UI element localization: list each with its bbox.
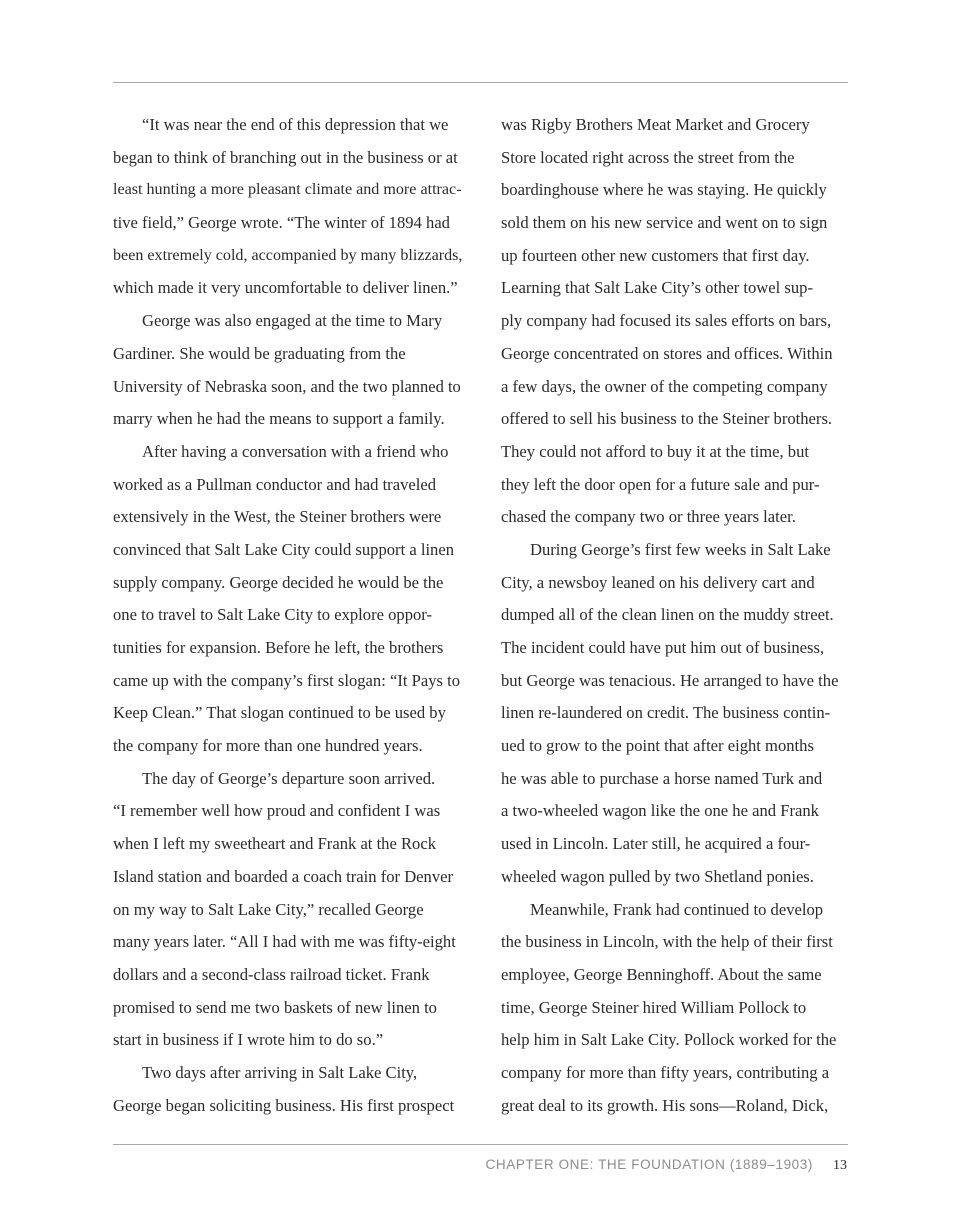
text-line: tive field,” George wrote. “The winter of 1894 had (113, 213, 450, 233)
text-line: been extremely cold, accompanied by many blizzards, (113, 246, 463, 264)
text-line: the company for more than one hundred years. (113, 736, 423, 756)
text-line: linen re-laundered on credit. The business contin- (501, 703, 831, 723)
text-line: was Rigby Brothers Meat Market and Grocery (501, 115, 810, 134)
text-line: ued to grow to the point that after eight months (501, 736, 814, 756)
text-line: a two-wheeled wagon like the one he and Frank (501, 801, 819, 821)
text-line: Meanwhile, Frank had continued to develop (530, 899, 824, 919)
text-line: They could not afford to buy it at the time, but (501, 441, 809, 461)
left-column (113, 109, 462, 1122)
text-line: when I left my sweetheart and Frank at the Rock (113, 834, 437, 854)
text-line: Two days after arriving in Salt Lake City, (142, 1062, 418, 1082)
text-line: convinced that Salt Lake City could support a linen (113, 539, 455, 559)
text-line: wheeled wagon pulled by two Shetland ponies. (501, 866, 814, 886)
text-line: dollars and a second-class railroad ticket. Frank (113, 964, 430, 984)
text-line: help him in Salt Lake City. Pollock worked for the (501, 1030, 837, 1050)
text-line: After having a conversation with a friend who (142, 441, 449, 461)
text-line: least hunting a more pleasant climate and more attrac- (113, 181, 462, 199)
text-line: used in Lincoln. Later still, he acquired a four- (501, 834, 811, 854)
text-line: one to travel to Salt Lake City to explore oppor- (113, 605, 433, 625)
text-line: Island station and boarded a coach train for Denver (113, 866, 454, 886)
right-column (501, 109, 850, 1122)
text-line: employee, George Benninghoff. About the same (501, 964, 822, 984)
text-line: George began soliciting business. His first prospect (113, 1095, 455, 1115)
text-line: The incident could have put him out of business, (501, 638, 825, 657)
text-line: the business in Lincoln, with the help of their first (501, 932, 833, 952)
text-line: worked as a Pullman conductor and had traveled (113, 474, 437, 494)
text-line: came up with the company’s first slogan: “It Pays to (113, 670, 461, 690)
text-line: Keep Clean.” That slogan continued to be used by (113, 703, 446, 723)
text-line: University of Nebraska soon, and the two planned to (113, 376, 461, 396)
text-line: promised to send me two baskets of new linen to (113, 997, 437, 1017)
text-line: Store located right across the street from the (501, 147, 795, 167)
text-line: dumped all of the clean linen on the muddy street. (501, 605, 834, 625)
text-line: extensively in the West, the Steiner brothers were (113, 507, 442, 527)
text-line: start in business if I wrote him to do so.” (113, 1030, 384, 1050)
footer-rule (113, 1144, 848, 1145)
page-number: 13 (833, 1158, 847, 1173)
chapter-title: CHAPTER ONE: THE FOUNDATION (1889–1903) (485, 1157, 813, 1172)
text-line: a few days, the owner of the competing company (501, 376, 828, 396)
text-line: offered to sell his business to the Steiner brothers. (501, 409, 833, 429)
text-line: marry when he had the means to support a family. (113, 409, 445, 429)
text-line: but George was tenacious. He arranged to have the (501, 670, 839, 690)
text-line: Gardiner. She would be graduating from the (113, 343, 406, 363)
running-footer (486, 1156, 847, 1174)
text-line: great deal to its growth. His sons—Roland, Dick, (501, 1095, 829, 1115)
text-line: on my way to Salt Lake City,” recalled George (113, 899, 424, 919)
text-line: company for more than fifty years, contributing a (501, 1062, 830, 1082)
text-line: “It was near the end of this depression that we (142, 115, 449, 134)
text-line: sold them on his new service and went on to sign (501, 213, 828, 233)
text-line: boardinghouse where he was staying. He quickly (501, 180, 827, 200)
text-line: up fourteen other new customers that first day. (501, 245, 810, 265)
text-line: they left the door open for a future sale and pur- (501, 474, 820, 494)
text-line: many years later. “All I had with me was fifty-eight (113, 932, 456, 952)
text-line: chased the company two or three years later. (501, 507, 796, 527)
text-line: ply company had focused its sales efforts on bars, (501, 311, 832, 331)
text-line: which made it very uncomfortable to deliver linen.” (113, 278, 458, 298)
text-line: Learning that Salt Lake City’s other towel sup- (501, 278, 813, 298)
text-line: “I remember well how proud and confident I was (113, 801, 441, 821)
text-line: began to think of branching out in the business or at (113, 147, 458, 167)
header-rule (113, 82, 848, 83)
text-line: The day of George’s departure soon arrived. (142, 768, 436, 788)
text-line: George concentrated on stores and offices. Within (501, 343, 833, 363)
text-line: George was also engaged at the time to Mary (142, 311, 443, 331)
text-line: he was able to purchase a horse named Turk and (501, 768, 823, 788)
text-line: During George’s first few weeks in Salt Lake (530, 539, 831, 559)
text-line: City, a newsboy leaned on his delivery cart and (501, 572, 815, 592)
text-line: time, George Steiner hired William Pollock to (501, 997, 807, 1017)
text-line: tunities for expansion. Before he left, the brothers (113, 638, 444, 657)
text-line: supply company. George decided he would be the (113, 572, 444, 592)
